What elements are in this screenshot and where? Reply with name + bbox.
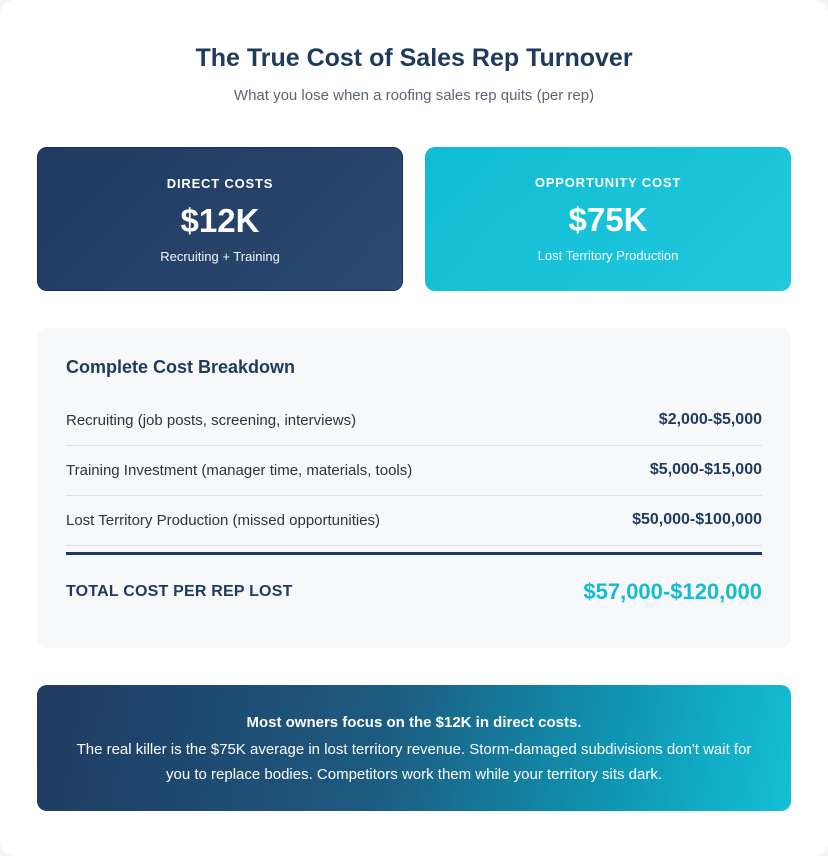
direct-costs-label: DIRECT COSTS [166,176,274,191]
callout-lead: Most owners focus on the $12K in direct costs. [246,714,582,731]
page-title: The True Cost of Sales Rep Turnover [195,44,633,72]
total-value: $57,000-$120,000 [583,579,762,604]
total-label: TOTAL COST PER REP LOST [66,583,293,600]
breakdown-row-name: Lost Territory Production (missed opportunities) [66,512,381,529]
breakdown-heading: Complete Cost Breakdown [66,357,296,377]
breakdown-row [66,496,762,546]
breakdown-row-amount: $5,000-$15,000 [649,461,762,478]
cost-breakdown-panel [37,328,791,648]
direct-costs-value: $12K [180,202,260,239]
opportunity-cost-card [425,147,791,291]
breakdown-row-name: Training Investment (manager time, materials, tools) [66,462,413,479]
opportunity-cost-subtitle: Lost Territory Production [537,248,679,263]
opportunity-cost-value: $75K [568,201,648,238]
callout-body: The real killer is the $75K average in lost territory revenue. Storm-damaged subdivisions don't wait for you to replace bodies. Competitors work them while your territory sits dark. [76,741,752,783]
direct-costs-subtitle: Recruiting + Training [160,249,280,264]
total-divider [66,552,762,555]
breakdown-row-amount: $50,000-$100,000 [632,511,762,528]
page-subtitle: What you lose when a roofing sales rep quits (per rep) [233,87,595,104]
direct-costs-card [37,147,403,291]
breakdown-row [66,446,762,496]
insight-callout [37,685,791,811]
breakdown-row [66,396,762,446]
opportunity-cost-label: OPPORTUNITY COST [534,175,682,190]
breakdown-row-amount: $2,000-$5,000 [658,411,762,428]
breakdown-row-name: Recruiting (job posts, screening, interviews) [66,412,357,429]
